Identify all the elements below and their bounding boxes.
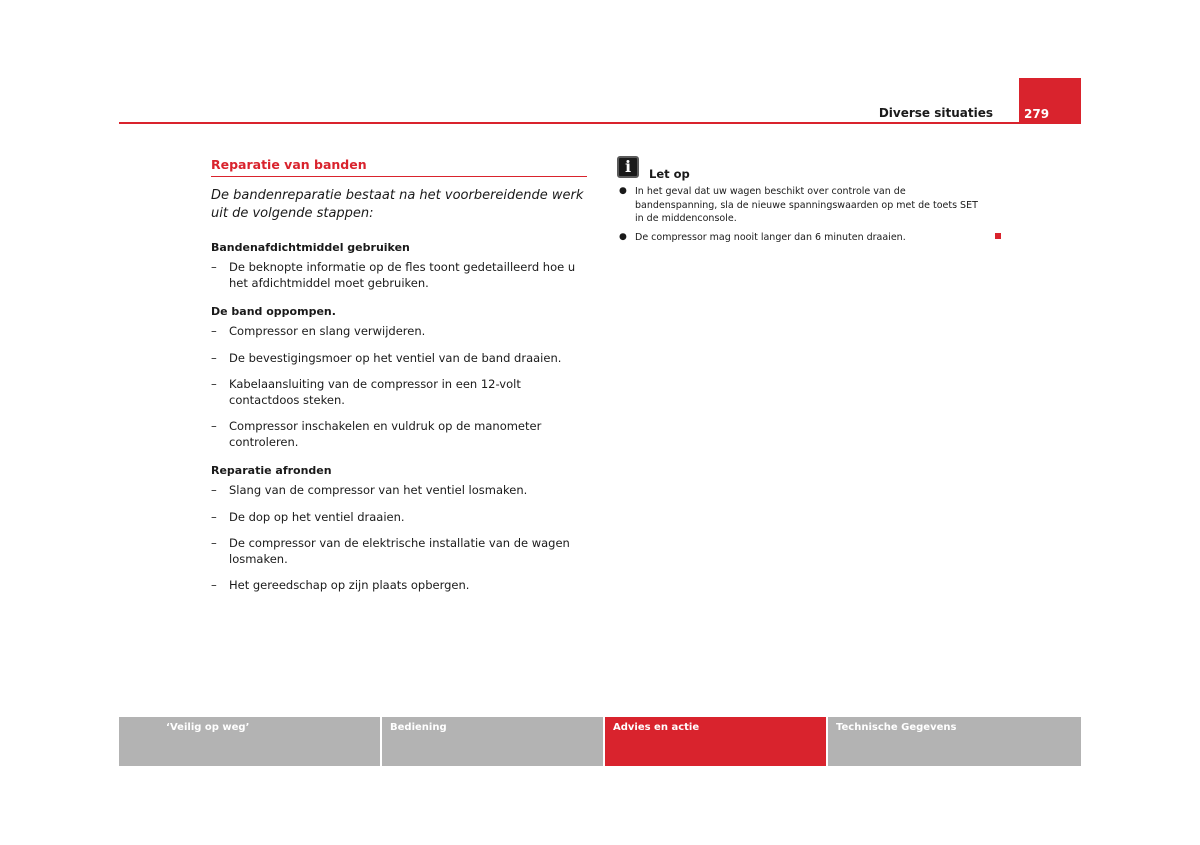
section-end-marker bbox=[995, 233, 1001, 239]
group-heading-sealant: Bandenafdichtmiddel gebruiken bbox=[211, 241, 410, 254]
page-number-label: 279 bbox=[1024, 107, 1050, 121]
list-item: – Slang van de compressor van het ventiel losmaken. bbox=[211, 483, 528, 497]
list-item: – De compressor van de elektrische installatie van de wagen losmaken. bbox=[211, 536, 570, 566]
note-bullet: ● De compressor mag nooit langer dan 6 minuten draaien. bbox=[619, 232, 906, 243]
list-item: – Kabelaansluiting van de compressor in een 12-volt contactdoos steken. bbox=[211, 377, 521, 407]
info-icon: i bbox=[617, 156, 639, 178]
footer-tab-technische-gegevens[interactable] bbox=[828, 717, 1081, 766]
bullet-icon: ● bbox=[619, 186, 627, 196]
note-bullet: ● In het geval dat uw wagen beschikt over controle van de bandenspanning, sla de nieuwe spanningswaarden op met de toets SET in de middenconsole. bbox=[619, 186, 978, 224]
page-number bbox=[1019, 78, 1081, 124]
footer-tab-label: Advies en actie bbox=[613, 722, 700, 733]
footer-tab-advies-en-actie[interactable] bbox=[605, 717, 826, 766]
footer-tab-label: Technische Gegevens bbox=[836, 722, 957, 733]
group-heading-finish: Reparatie afronden bbox=[211, 464, 332, 477]
header-rule bbox=[119, 122, 1081, 124]
footer-tab-veilig-op-weg[interactable] bbox=[119, 717, 380, 766]
chapter-title: Diverse situaties bbox=[878, 106, 993, 120]
list-item: – Compressor en slang verwijderen. bbox=[211, 324, 426, 338]
note-title: Let op bbox=[649, 167, 690, 181]
list-item: – Compressor inschakelen en vuldruk op de manometer controleren. bbox=[211, 419, 542, 449]
footer-tab-bediening[interactable] bbox=[382, 717, 603, 766]
footer-tab-label: ‘Veilig op weg’ bbox=[166, 722, 250, 733]
main-column bbox=[211, 157, 587, 594]
bullet-icon: ● bbox=[619, 232, 627, 242]
section-title: Reparatie van banden bbox=[211, 157, 587, 177]
list-item: – De dop op het ventiel draaien. bbox=[211, 509, 405, 524]
list-item: – De beknopte informatie op de fles toont gedetailleerd hoe u het afdichtmiddel moet gebruiken. bbox=[211, 260, 576, 290]
group-heading-inflate: De band oppompen. bbox=[211, 305, 336, 318]
intro-text: De bandenreparatie bestaat na het voorbereidende werk uit de volgende stappen: bbox=[211, 188, 584, 221]
footer-tab-label: Bediening bbox=[390, 722, 447, 733]
list-item: – Het gereedschap op zijn plaats opbergen. bbox=[211, 578, 470, 592]
list-item: – De bevestigingsmoer op het ventiel van de band draaien. bbox=[211, 350, 562, 365]
